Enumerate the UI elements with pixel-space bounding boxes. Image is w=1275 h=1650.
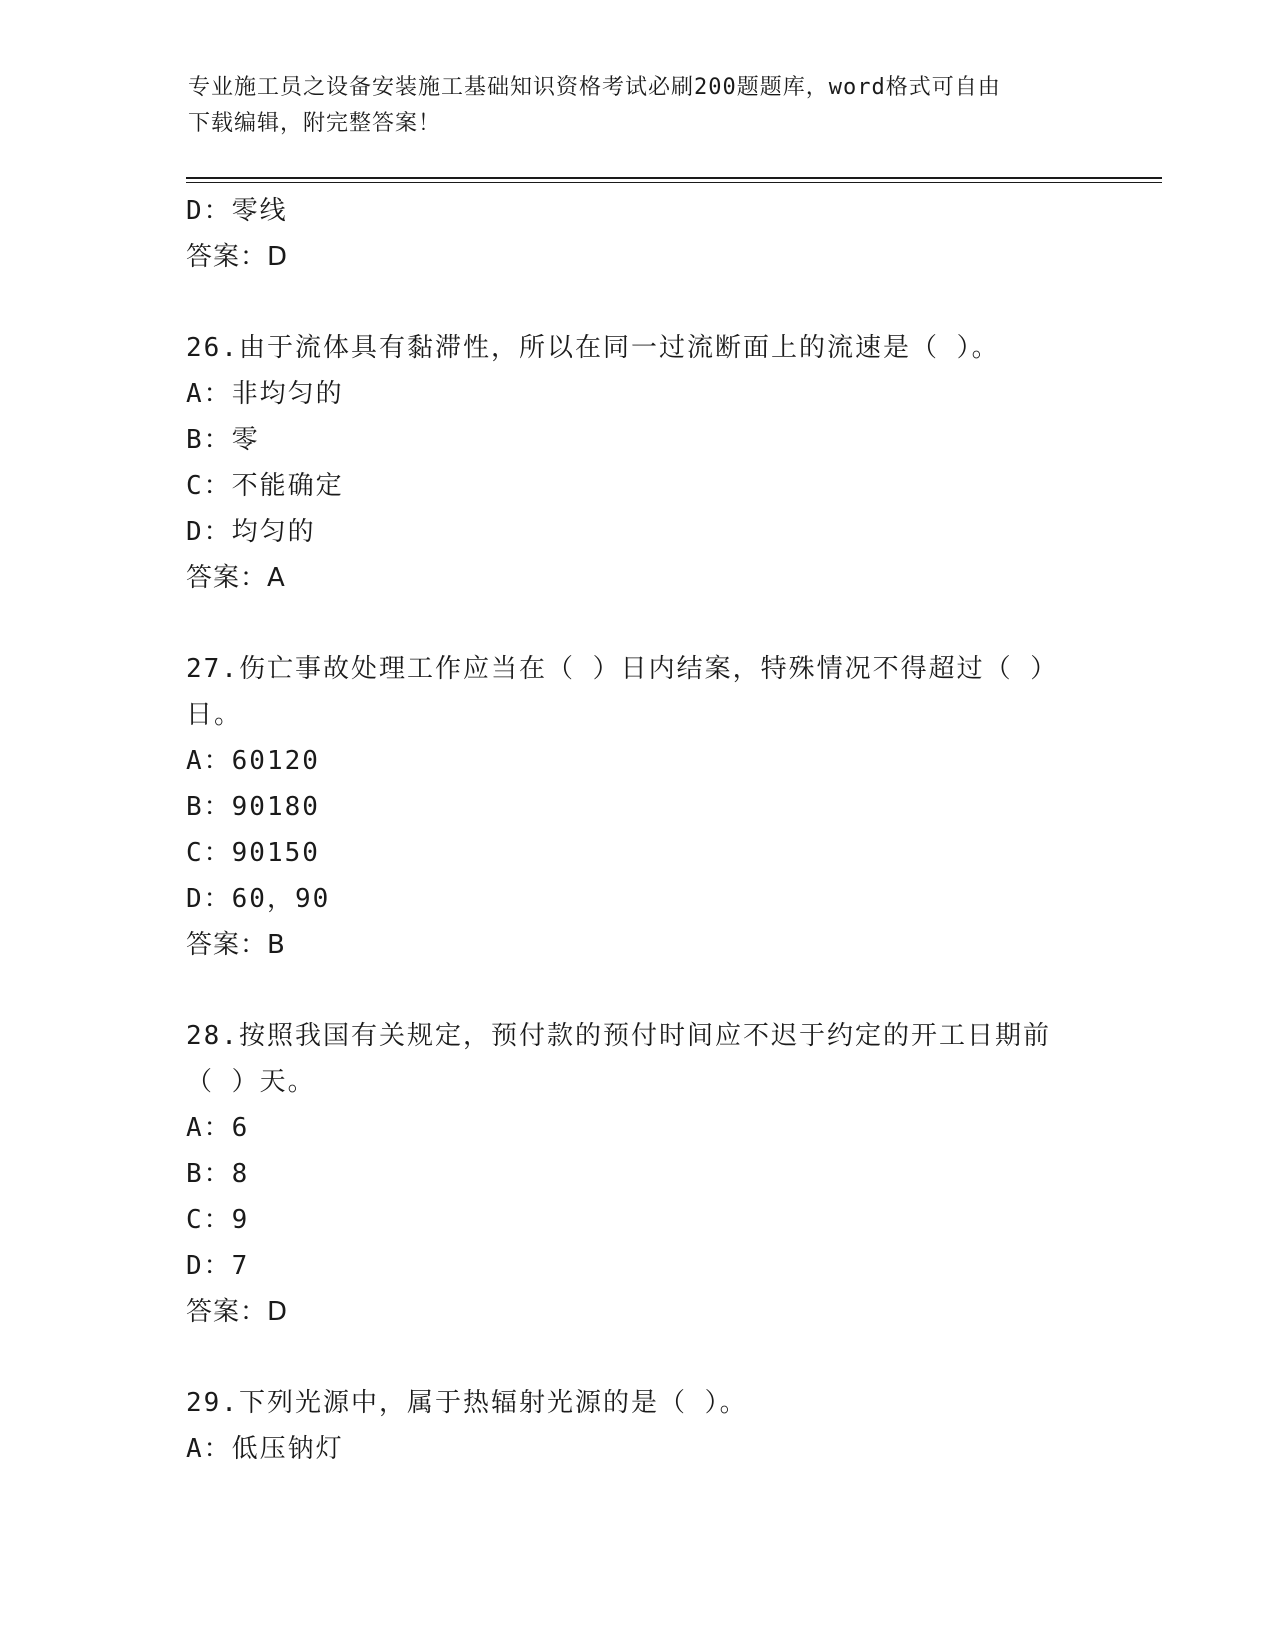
answer: 答案：A [186,563,286,593]
answer: 答案：D [186,1297,289,1327]
answer-q25: 答案：D [186,242,289,272]
question-26 [186,325,1086,601]
option-b: B：90180 [186,792,320,822]
question-28 [186,1013,1086,1335]
option-c: C：9 [186,1205,250,1235]
question-stem-line-2: （ ）天。 [186,1067,316,1097]
question-27 [186,646,1086,968]
header-line-2: 下载编辑，附完整答案！ [188,111,442,136]
option-b: B：零 [186,425,260,455]
option-c: C：90150 [186,838,320,868]
option-a: A：6 [186,1113,250,1143]
option-c: C：不能确定 [186,471,344,501]
option-d: D：7 [186,1251,250,1281]
option-d: D：60，90 [186,884,331,914]
option-b: B：8 [186,1159,250,1189]
option-d: D：均匀的 [186,517,316,547]
question-stem-line-1: 27.伤亡事故处理工作应当在（ ）日内结案，特殊情况不得超过（ ） [186,654,1059,684]
question-stem: 26.由于流体具有黏滞性，所以在同一过流断面上的流速是（ ）。 [186,333,1000,363]
option-d-q25: D：零线 [186,196,288,226]
option-a: A：非均匀的 [186,379,344,409]
question-list [186,188,1086,1472]
question-29 [186,1380,1086,1472]
header-divider-thick [186,177,1162,179]
header-line-1: 专业施工员之设备安装施工基础知识资格考试必刷200题题库，word格式可自由 [188,75,1001,100]
header-divider-thin [186,182,1162,183]
document-header [188,70,1088,142]
answer: 答案：B [186,930,286,960]
question-stem-line-2: 日。 [186,700,243,730]
question-stem-line-1: 28.按照我国有关规定，预付款的预付时间应不迟于约定的开工日期前 [186,1021,1051,1051]
question-stem: 29.下列光源中，属于热辐射光源的是（ ）。 [186,1388,748,1418]
option-a: A：60120 [186,746,320,776]
option-a: A：低压钠灯 [186,1434,344,1464]
